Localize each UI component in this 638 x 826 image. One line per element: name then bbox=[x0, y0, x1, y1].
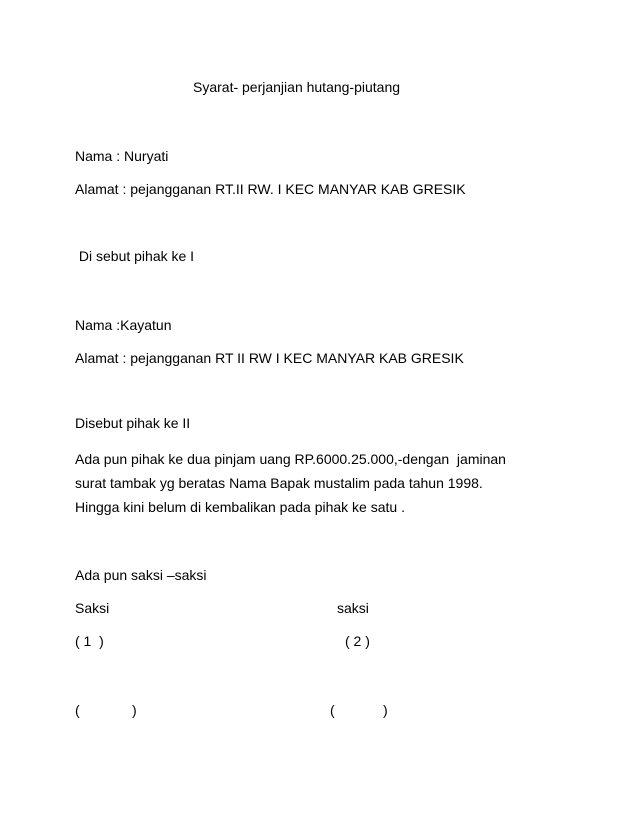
witness-left-sign-close: ) bbox=[132, 702, 137, 718]
witness-right-sign-close: ) bbox=[383, 702, 388, 718]
witness-intro: Ada pun saksi –saksi bbox=[75, 567, 207, 583]
agreement-line-2: surat tambak yg beratas Nama Bapak mustalim pada tahun 1998. bbox=[75, 475, 483, 491]
party1-designation: Di sebut pihak ke I bbox=[75, 248, 195, 264]
witness-right-sign-open: ( bbox=[330, 702, 335, 718]
witness-left-sign-open: ( bbox=[75, 702, 80, 718]
witness-left-number: ( 1 ) bbox=[75, 633, 104, 649]
document-title: Syarat- perjanjian hutang-piutang bbox=[193, 79, 401, 95]
agreement-line-3: Hingga kini belum di kembalikan pada pihak ke satu . bbox=[75, 499, 405, 515]
party1-name: Nama : Nuryati bbox=[75, 148, 169, 164]
witness-left-label: Saksi bbox=[75, 600, 110, 616]
party2-address: Alamat : pejangganan RT II RW I KEC MANYAR KAB GRESIK bbox=[75, 350, 464, 366]
party2-name: Nama :Kayatun bbox=[75, 317, 172, 333]
agreement-line-1: Ada pun pihak ke dua pinjam uang RP.6000.25.000,-dengan jaminan bbox=[75, 451, 506, 467]
witness-right-label: saksi bbox=[337, 600, 369, 616]
party1-address: Alamat : pejangganan RT.II RW. I KEC MANYAR KAB GRESIK bbox=[75, 181, 466, 197]
party2-designation: Disebut pihak ke II bbox=[75, 415, 191, 431]
witness-right-number: ( 2 ) bbox=[345, 633, 370, 649]
